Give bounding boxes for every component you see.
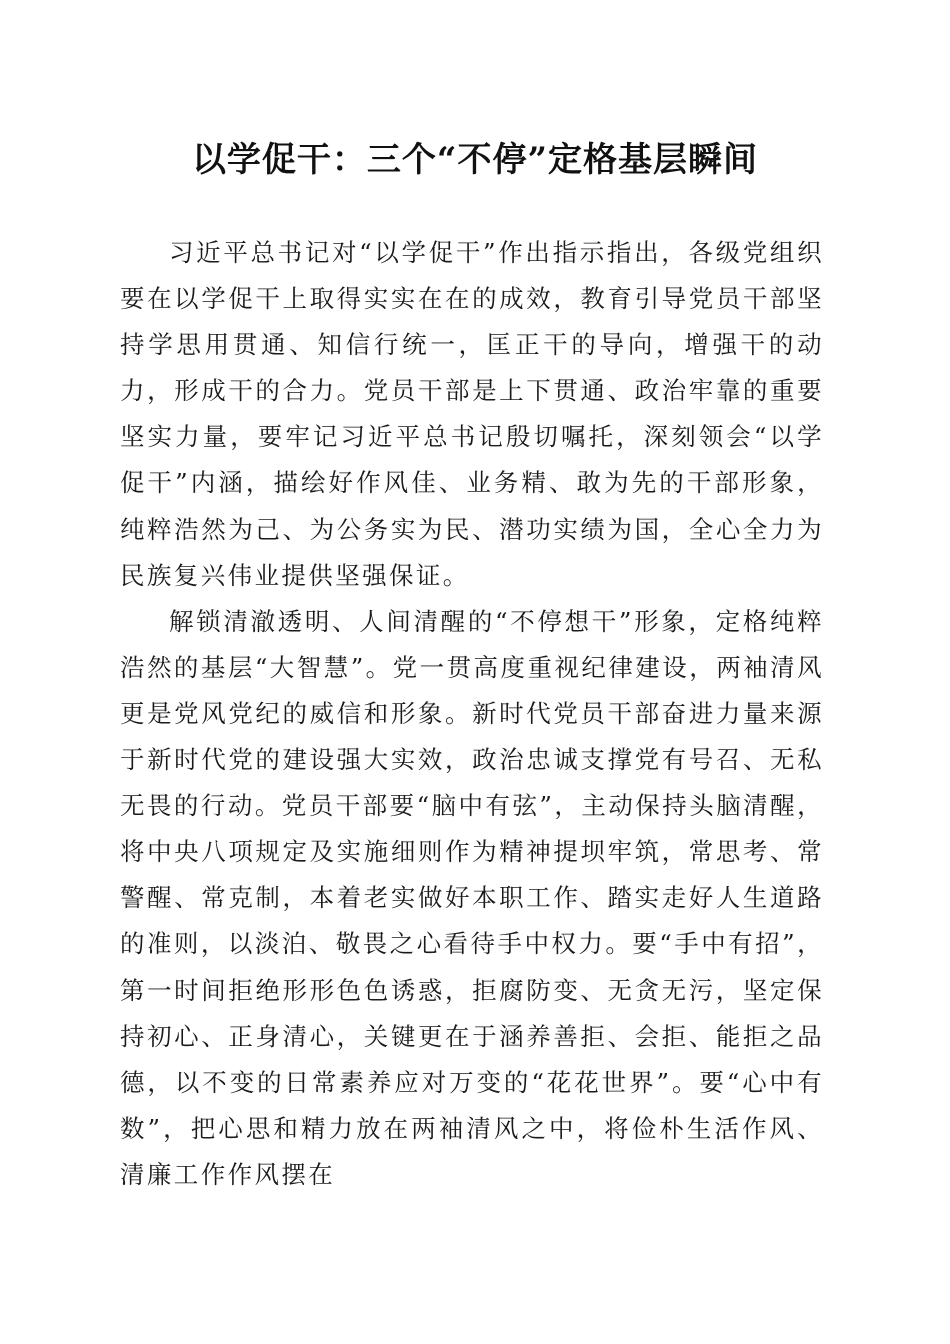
document-body — [120, 230, 824, 1198]
paragraph-1: 习近平总书记对“以学促干”作出指示指出，各级党组织要在以学促干上取得实实在在的成效，教育引导党员干部坚持学思用贯通、知信行统一，匡正干的导向，增强干的动力，形成干的合力。党员干部是上下贯通、政治牢靠的重要坚实力量，要牢记习近平总书记殷切嘱托，深刻领会“以学促干”内涵，描绘好作风佳、业务精、敢为先的干部形象，纯粹浩然为己、为公务实为民、潜功实绩为国，全心全力为民族复兴伟业提供坚强保证。 — [120, 238, 824, 590]
document-title: 以学促干：三个“不停”定格基层瞬间 — [191, 140, 759, 180]
paragraph-2: 解锁清澈透明、人间清醒的“不停想干”形象，定格纯粹浩然的基层“大智慧”。党一贯高度重视纪律建设，两袖清风更是党风党纪的威信和形象。新时代党员干部奋进力量来源于新时代党的建设强大实效，政治忠诚支撑党有号召、无私无畏的行动。党员干部要“脑中有弦”，主动保持头脑清醒，将中央八项规定及实施细则作为精神提坝牢筑，常思考、常警醒、常克制，本着老实做好本职工作、踏实走好人生道路的准则，以淡泊、敬畏之心看待手中权力。要“手中有招”，第一时间拒绝形形色色诱惑，拒腐防变、无贪无污，坚定保持初心、正身清心，关键更在于涵养善拒、会拒、能拒之品德，以不变的日常素养应对万变的“花花世界”。要“心中有数”，把心思和精力放在两袖清风之中，将俭朴生活作风、清廉工作作风摆在 — [120, 606, 824, 1189]
